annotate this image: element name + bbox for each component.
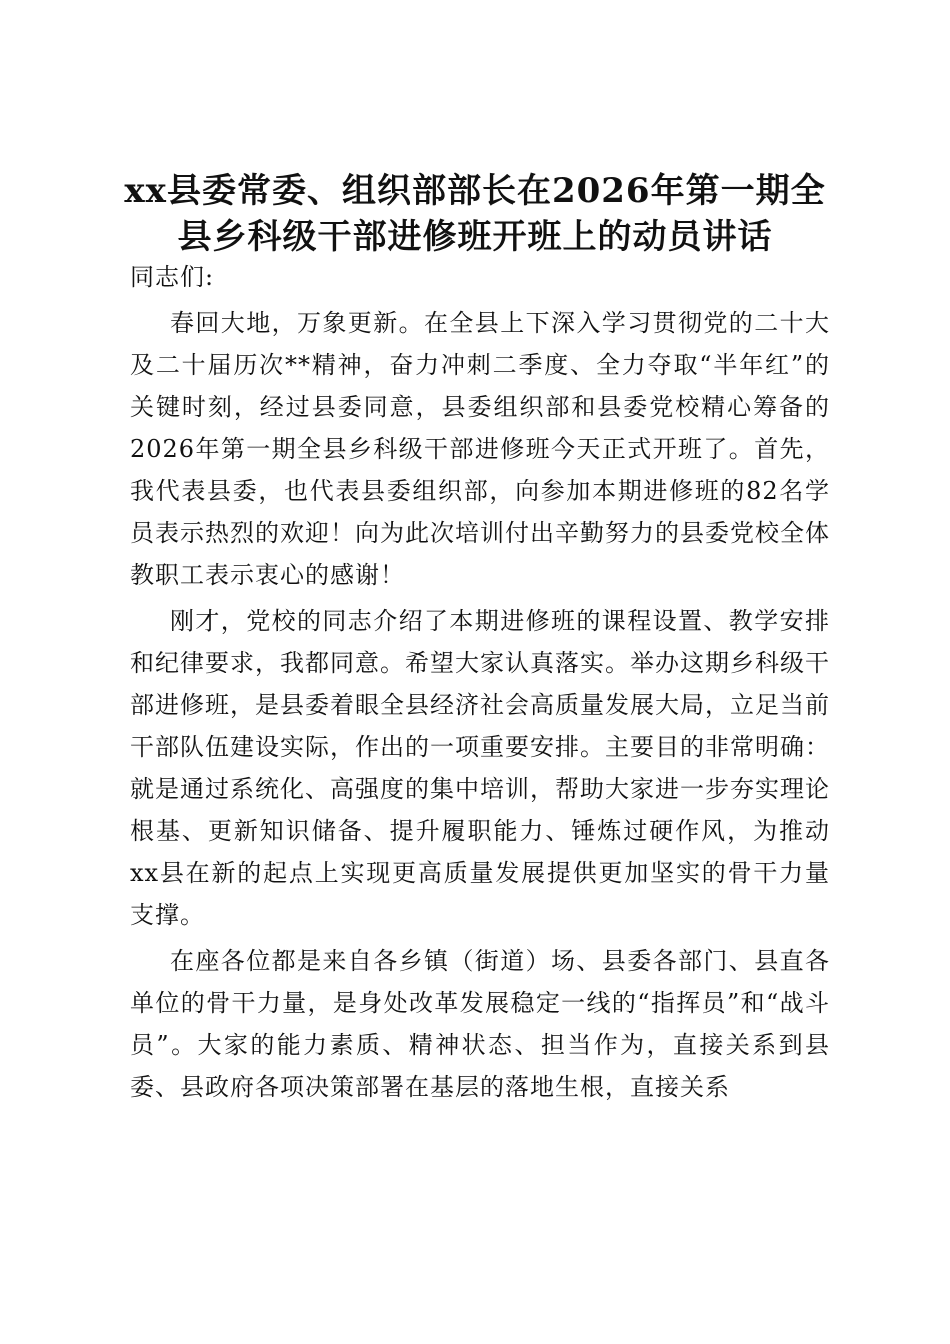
document-title: xx县委常委、组织部部长在2026年第一期全县乡科级干部进修班开班上的动员讲话: [124, 171, 826, 257]
paragraph-2: 刚才，党校的同志介绍了本期进修班的课程设置、教学安排和纪律要求，我都同意。希望大家认真落实。举办这期乡科级干部进修班，是县委着眼全县经济社会高质量发展大局，立足当前干部队伍建设实际，作出的一项重要安排。主要目的非常明确：就是通过系统化、高强度的集中培训，帮助大家进一步夯实理论根基、更新知识储备、提升履职能力、锤炼过硬作风，为推动xx县在新的起点上实现更高质量发展提供更加坚实的骨干力量支撑。: [130, 607, 830, 929]
greeting: 同志们:: [130, 263, 215, 291]
paragraph-3: 在座各位都是来自各乡镇（街道）场、县委各部门、县直各单位的骨干力量，是身处改革发展稳定一线的“指挥员”和“战斗员”。大家的能力素质、精神状态、担当作为，直接关系到县委、县政府各项决策部署在基层的落地生根，直接关系: [130, 947, 830, 1101]
document-body: [130, 256, 830, 1112]
paragraph-1: 春回大地，万象更新。在全县上下深入学习贯彻党的二十大及二十届历次**精神，奋力冲刺二季度、全力夺取“半年红”的关键时刻，经过县委同意，县委组织部和县委党校精心筹备的2026年第一期全县乡科级干部进修班今天正式开班了。首先，我代表县委，也代表县委组织部，向参加本期进修班的82名学员表示热烈的欢迎！向为此次培训付出辛勤努力的县委党校全体教职工表示衷心的感谢！: [130, 309, 830, 589]
